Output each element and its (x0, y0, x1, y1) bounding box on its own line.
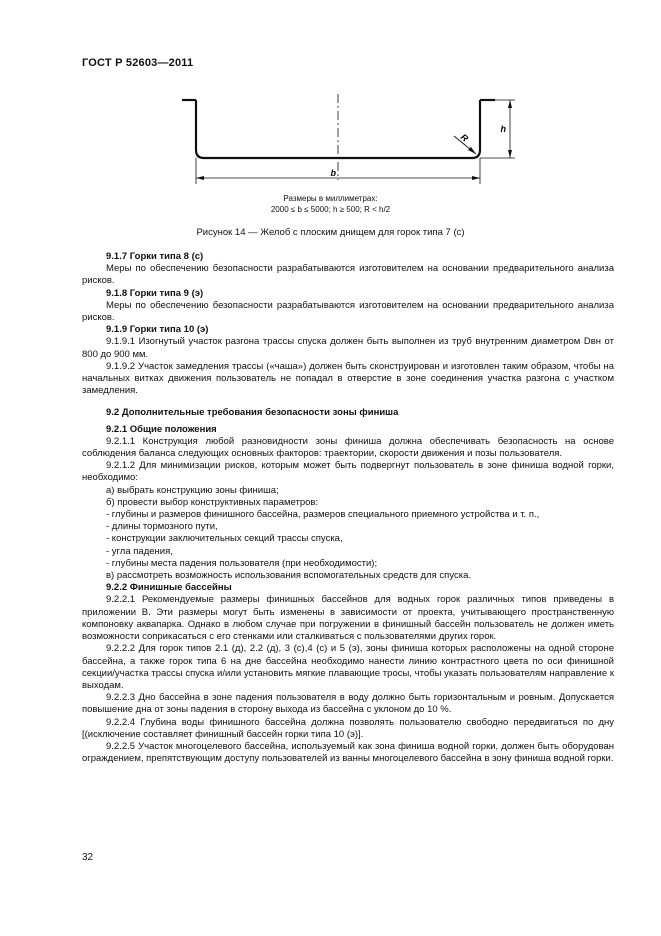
figure-caption: Рисунок 14 — Желоб с плоским днищем для горок типа 7 (с) (196, 227, 465, 238)
section-heading: 9.1.9 Горки типа 10 (э) (106, 324, 209, 336)
standard-header: ГОСТ Р 52603—2011 (82, 57, 194, 69)
label-h: h (500, 124, 506, 134)
paragraph: 9.2.2.4 Глубина воды финишного бассейна должна позволять пользователю свободно передвигаться по дну [(исключение составляет финишный бассейн горки типа 10 (э)]. (82, 716, 614, 740)
list-item: - длины тормозного пути, (106, 521, 218, 533)
label-r: R (458, 131, 471, 144)
b-arrow-left (196, 176, 204, 180)
label-b: b (330, 168, 336, 178)
document-body (82, 251, 614, 765)
paragraph: 9.1.9.1 Изогнутый участок разгона трассы спуска должен быть выполнен из труб внутренним диаметром Dвн от 800 до 900 мм. (82, 336, 614, 360)
paragraph: Меры по обеспечению безопасности разрабатываются изготовителем на основании предварительного анализа рисков. (82, 299, 614, 324)
paragraph: 9.2.2.1 Рекомендуемые размеры финишных бассейнов для водных горок различных типов приведены в приложении В. Эти размеры могут быть изменены в зависимости от проекта, учитывающего пространственную компоновку аквапарка. Однако в любом случае при погружении в финишный бассейн пользователь не должен иметь возможности соприкасаться с его стенками или сталкиваться с пользователями других горок. (82, 594, 614, 643)
list-item: - угла падения, (106, 545, 173, 557)
section-heading: 9.2.1 Общие положения (106, 423, 217, 435)
paragraph: 9.2.2.5 Участок многоцелевого бассейна, используемый как зона финиша водной горки, должен быть оборудован ограждением, препятствующим доступу пользователей из ванны многоцелевого бассейна в зону финиша водной горки. (82, 740, 614, 765)
list-item: - конструкции заключительных секций трассы спуска, (106, 533, 343, 545)
h-arrow-top (508, 100, 512, 108)
h-arrow-bottom (508, 150, 512, 158)
section-heading: 9.1.8 Горки типа 9 (э) (106, 287, 204, 299)
channel-drawing (150, 92, 530, 192)
list-item: а) выбрать конструкцию зоны финиша; (106, 484, 279, 496)
figure-notes (0, 193, 661, 215)
section-heading: 9.1.7 Горки типа 8 (с) (106, 251, 204, 262)
paragraph: 9.2.1.2 Для минимизации рисков, которым может быть подвергнут пользователь в зоне финиша водной горки, необходимо: (82, 460, 614, 484)
paragraph: 9.2.1.1 Конструкция любой разновидности зоны финиша должна обеспечивать безопасность на основе соблюдения баланса следующих основных факторов: траектории, скорости движения и позы пользователя. (82, 435, 614, 460)
list-item: - глубины места падения пользователя (при необходимости); (106, 557, 378, 569)
figure-notes-line2: 2000 ≤ b ≤ 5000; h ≥ 500; R < h/2 (270, 205, 391, 214)
paragraph: 9.1.9.2 Участок замедления трассы («чаша») должен быть сконструирован и изготовлен таким образом, чтобы на начальных витках движения пользователь не попадал в отверстие в зоне соединения участка разгона с участком замедления. (82, 360, 614, 397)
left-corner (196, 150, 204, 158)
paragraph: Меры по обеспечению безопасности разрабатываются изготовителем на основании предварительного анализа рисков. (82, 263, 614, 287)
figure-notes-line1: Размеры в миллиметрах: (283, 194, 378, 203)
list-item: - глубины и размеров финишного бассейна, размеров специального приемного устройства и т. п., (106, 509, 540, 521)
section-heading: 9.2.2 Финишные бассейны (106, 582, 232, 594)
paragraph: 9.2.2.2 Для горок типов 2.1 (д), 2.2 (д), 3 (с),4 (с) и 5 (э), зоны финиша которых расположены на одной стороне бассейна, а также горок типа 6 на дне бассейна необходимо нанести линию контрастного цвета по оси финишной секции/участка трассы спуска и/или установить мягкие плавающие тросы, чтобы указать пользователям направление к выходам. (82, 643, 614, 691)
list-item: б) провести выбор конструктивных параметров: (106, 496, 319, 508)
list-item: в) рассмотреть возможность использования вспомогательных средств для спуска. (106, 570, 471, 582)
page-number: 32 (82, 852, 94, 863)
b-arrow-right (472, 176, 480, 180)
paragraph: 9.2.2.3 Дно бассейна в зоне падения пользователя в воду должно быть горизонтальным и ровным. Допускается повышение дна от зоны падения в сторону выхода из бассейна с уклоном до 10 %. (82, 692, 614, 716)
section-heading: 9.2 Дополнительные требования безопасности зоны финиша (106, 407, 399, 419)
